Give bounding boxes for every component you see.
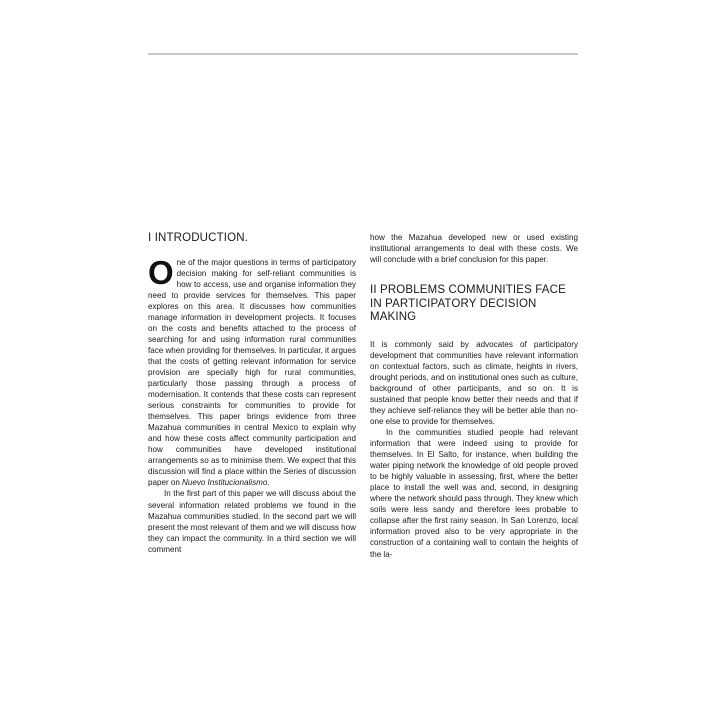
two-column-body (148, 232, 578, 560)
intro-structure-paragraph: In the first part of this paper we will discuss about the several information related problems we found in the Mazahua communities studied. In the second part we will present the most relevant of them and we will discuss how they can impact the community. In a third section we will comment (148, 489, 356, 554)
drop-cap-letter: O (148, 253, 174, 291)
problems-paragraph-one: It is commonly said by advocates of participatory development that communities have relevant information on contextual factors, such as climate, heights in rivers, drought periods, and on institutional ones such as culture, background of other participants, and so on. It is sustained that people know better their needs and that if they achieve self-reliance they will be better able than no-one else to provide for themselves. (370, 339, 578, 426)
section-heading-introduction: I INTRODUCTION. (148, 232, 248, 244)
heading-spacer (370, 265, 578, 284)
right-column (370, 232, 578, 560)
intro-paragraph (148, 253, 356, 489)
section-heading-problems: II PROBLEMS COMMUNITIES FACE IN PARTICIPATORY DECISION MAKING (370, 284, 566, 324)
intro-paragraph-tail: . (267, 478, 270, 488)
left-column (148, 232, 356, 560)
series-title-italic: Nuevo Institucionalismo (182, 478, 268, 488)
header-divider-rule (148, 53, 578, 55)
intro-continuation-paragraph: how the Mazahua developed new or used existing institutional arrangements to deal with these costs. We will conclude with a brief conclusion for this paper. (370, 233, 578, 265)
intro-paragraph-text: ne of the major questions in terms of participatory decision making for self-reliant communities is how to access, use and organise information they need to provide services for themselves. This paper explores on this area. It discusses how communities manage information in development projects. It focuses on the costs and benefits attached to the process of searching for and using information rural communities face when providing for themselves. In particular, it argues that the costs of getting relevant information for service provision are specially high for rural communities, particularly those passing through a process of modernisation. It contends that these costs can represent serious constraints for communities to provide for themselves. This paper brings evidence from three Mazahua communities in central Mexico to explain why and how these costs affect community participation and how communities have developed institutional arrangements so as to minimise them. We expect that this discussion will find a place within the Series of discussion paper on (148, 257, 356, 488)
problems-paragraph-two: In the communities studied people had relevant information that were indeed using to provide for themselves. In El Salto, for instance, when building the water piping network the knowledge of old people proved to be highly valuable in assessing, first, where the better place to install the well was and, second, in designing where the network should pass through. They knew which soils were less sandy and therefore lees probable to collapse after the first rainy season. In San Lorenzo, local information proved also to be very appropriate in the construction of a containing wall to contain the heights of the la- (370, 428, 578, 559)
